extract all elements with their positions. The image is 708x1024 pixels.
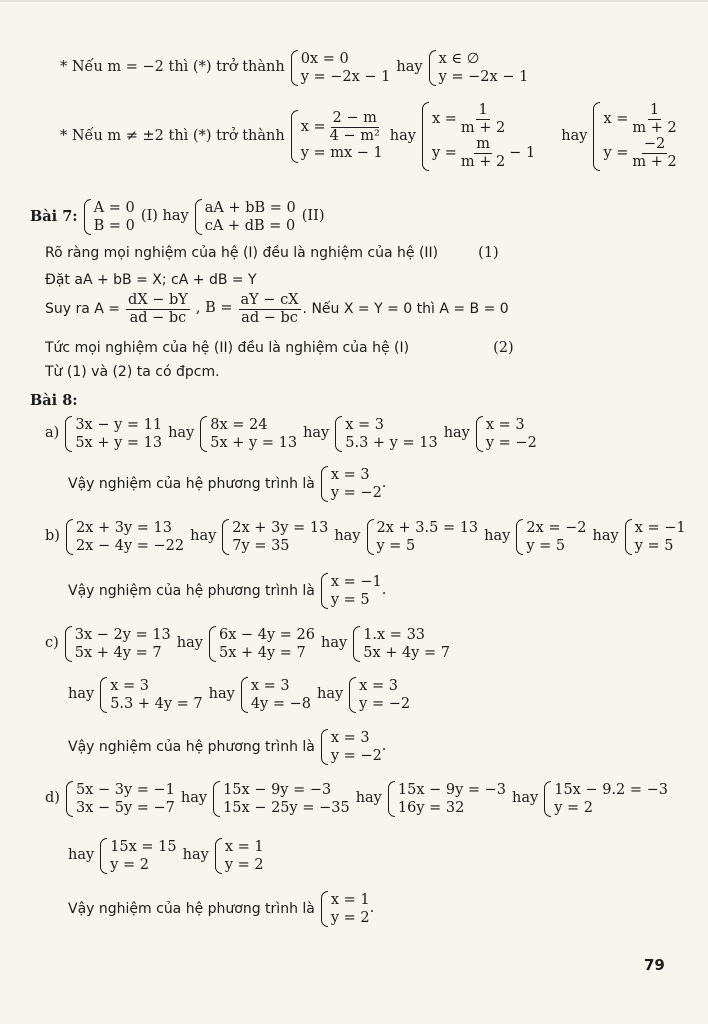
conclusion-text: Vậy nghiệm của hệ phương trình là <box>68 738 315 755</box>
equation: x = 3 <box>110 678 149 694</box>
equation: y = −2 <box>485 435 537 452</box>
equation: x = 3 <box>345 417 385 433</box>
equation: 4y = −8 <box>250 696 311 713</box>
brace <box>321 573 328 609</box>
equation: 2x + 3y = 13 <box>75 520 172 536</box>
equation: x = −1 <box>330 574 382 590</box>
statement: Đặt aA + bB = X; cA + dB = Y <box>45 272 257 288</box>
equation: 15x − 9.2 = −3 <box>554 782 669 798</box>
brace <box>195 199 202 235</box>
brace <box>349 677 356 713</box>
hay-word: hay <box>190 528 217 545</box>
system <box>321 891 370 927</box>
period: . <box>381 582 387 599</box>
fraction-B <box>239 292 301 326</box>
statement: Tức mọi nghiệm của hệ (II) đều là nghiệm của hệ (I) <box>45 340 410 357</box>
equation: 5.3 + 4y = 7 <box>110 696 203 713</box>
bai8-c-conclusion <box>68 729 386 765</box>
brace <box>367 519 374 555</box>
equation: x = −1 <box>634 520 686 536</box>
bai8-c-steps1 <box>45 626 456 662</box>
bai8-d-steps1 <box>45 781 674 817</box>
bai8-c-steps2 <box>68 677 416 713</box>
bai8-a-conclusion <box>68 466 386 502</box>
brace <box>321 891 328 927</box>
system <box>544 781 668 817</box>
denominator: m + 2 <box>632 154 677 171</box>
equation: 3x − y = 11 <box>75 417 163 433</box>
denominator: m + 2 <box>460 119 506 136</box>
system <box>222 519 328 555</box>
system <box>367 519 479 555</box>
system <box>321 729 382 765</box>
numerator: 2 − m <box>332 110 377 127</box>
equation: 0x = 0 <box>300 51 349 67</box>
part-label: a) <box>45 425 60 442</box>
system <box>593 102 680 171</box>
hay-word: hay <box>321 635 348 652</box>
numerator: m <box>476 136 490 153</box>
hay-word: hay <box>182 847 209 864</box>
fraction <box>630 136 678 170</box>
brace <box>213 781 220 817</box>
system <box>100 677 202 713</box>
equation: y = −2x − 1 <box>438 69 529 86</box>
lhs: y = <box>431 145 457 162</box>
system <box>291 50 391 86</box>
bai7-line3 <box>45 340 514 357</box>
equation: y = 5 <box>376 538 416 555</box>
brace <box>429 50 436 86</box>
part-label: d) <box>45 790 60 807</box>
equation <box>432 136 535 170</box>
equation: y = mx − 1 <box>300 145 383 162</box>
lhs: x = <box>300 119 326 136</box>
equation: 3x − 5y = −7 <box>75 800 175 817</box>
hay-word: hay <box>168 425 195 442</box>
tail: − 1 <box>509 145 536 162</box>
bai8-d-conclusion <box>68 891 374 927</box>
conclusion-text: Vậy nghiệm của hệ phương trình là <box>68 582 315 599</box>
hay-word: hay <box>208 686 235 703</box>
comma-B: , B = <box>195 300 233 317</box>
brace <box>222 519 229 555</box>
fraction-A <box>126 292 190 326</box>
suy-ra: Suy ra A = <box>45 300 121 317</box>
equation: y = −2 <box>330 748 382 765</box>
equation: y = 5 <box>526 538 566 555</box>
equation: x = 3 <box>359 678 398 694</box>
denominator: ad − bc <box>129 309 187 326</box>
bai8-b-steps <box>45 519 692 555</box>
equation: 2x + 3y = 13 <box>232 520 329 536</box>
system <box>209 626 315 662</box>
equation-tag: (1) <box>478 245 499 261</box>
fraction <box>630 102 678 136</box>
brace <box>388 781 395 817</box>
equation: cA + dB = 0 <box>204 218 296 235</box>
conclusion-text: Vậy nghiệm của hệ phương trình là <box>68 900 315 917</box>
equation: 3x − 2y = 13 <box>74 627 171 643</box>
numerator: dX − bY <box>128 292 188 308</box>
brace <box>476 416 483 452</box>
equation: y = 5 <box>330 592 370 609</box>
equation: 7y = 35 <box>232 538 290 555</box>
case-lead: * Nếu m ≠ ±2 thì (*) trở thành <box>60 127 285 144</box>
brace <box>209 626 216 662</box>
system <box>388 781 506 817</box>
bai7-line-fractions <box>45 292 509 326</box>
brace <box>335 416 342 452</box>
system <box>100 838 176 874</box>
part-label: b) <box>45 528 60 545</box>
brace <box>100 677 107 713</box>
equation: y = 2 <box>110 857 149 874</box>
hay-word: hay <box>316 686 344 703</box>
equation: 5x + y = 13 <box>210 435 298 452</box>
brace <box>516 519 523 555</box>
brace <box>100 838 107 874</box>
brace <box>593 102 600 171</box>
equation: 2x = −2 <box>526 520 587 536</box>
system <box>321 573 382 609</box>
exercise-title: Bài 8: <box>30 392 78 409</box>
equation: 2x − 4y = −22 <box>75 538 185 555</box>
fraction <box>459 136 507 170</box>
bai7-header <box>30 199 331 235</box>
system <box>476 416 537 452</box>
equation: 15x − 9y = −3 <box>223 782 332 798</box>
equation: 5x − 3y = −1 <box>75 782 175 798</box>
system <box>241 677 311 713</box>
numerator: 1 <box>649 102 660 118</box>
hay-word: hay <box>355 790 382 807</box>
system <box>215 838 264 874</box>
equation: x = 1 <box>330 892 370 908</box>
period: . <box>381 738 387 755</box>
fraction <box>459 102 507 136</box>
equation: 15x − 9y = −3 <box>397 782 507 798</box>
hay-word: hay <box>68 686 95 703</box>
lhs: y = <box>603 145 629 162</box>
brace <box>200 416 207 452</box>
equation: 8x = 24 <box>210 417 268 433</box>
equation: 5x + 4y = 7 <box>218 645 306 662</box>
equation: B = 0 <box>93 218 135 235</box>
numerator: 1 <box>478 102 488 118</box>
brace <box>84 199 91 235</box>
statement: Rõ ràng mọi nghiệm của hệ (I) đều là nghiệm của hệ (II) <box>45 245 439 262</box>
equation: 15x = 15 <box>110 839 177 855</box>
denominator: 4 − m² <box>329 127 380 144</box>
equation: y = −2x − 1 <box>300 69 391 86</box>
hay-word: hay <box>512 790 539 807</box>
brace <box>544 781 551 817</box>
system-I <box>84 199 135 235</box>
denominator: m + 2 <box>460 154 506 171</box>
bai8-b-conclusion <box>68 573 386 609</box>
brace <box>291 50 298 86</box>
hay-word: hay <box>180 790 208 807</box>
brace <box>321 466 328 502</box>
case-m-neq2 <box>60 102 687 171</box>
equation: A = 0 <box>93 200 135 216</box>
hay-word: hay <box>592 528 619 545</box>
statement: Từ (1) và (2) ta có đpcm. <box>45 364 220 380</box>
hay-word: hay <box>334 528 361 545</box>
hay-word: hay <box>176 635 203 652</box>
lhs: x = <box>431 111 457 128</box>
equation: y = 2 <box>330 910 370 927</box>
numerator: aY − cX <box>240 292 299 308</box>
equation <box>603 102 680 136</box>
brace <box>215 838 222 874</box>
brace <box>65 416 72 452</box>
system <box>66 781 175 817</box>
hay-word: hay <box>303 425 330 442</box>
numerator: −2 <box>643 136 666 153</box>
hay-word: hay <box>68 847 95 864</box>
equation-tag: (2) <box>493 340 514 356</box>
system <box>335 416 437 452</box>
case-m-neg2 <box>60 50 534 86</box>
top-edge <box>0 0 708 2</box>
system <box>349 677 410 713</box>
denominator: m + 2 <box>632 119 677 136</box>
equation: x ∈ ∅ <box>438 51 480 67</box>
equation: x = 3 <box>330 730 370 746</box>
hay-word: hay <box>396 59 423 76</box>
equation: y = −2 <box>330 485 382 502</box>
system <box>213 781 350 817</box>
period: . <box>381 475 387 492</box>
equation: y = −2 <box>359 696 411 713</box>
equation: 2x + 3.5 = 13 <box>376 520 479 536</box>
fraction <box>328 110 382 144</box>
equation: y = 2 <box>224 857 264 874</box>
bai8-a-steps <box>45 416 543 452</box>
brace <box>422 102 429 171</box>
system <box>200 416 297 452</box>
equation: 5x + y = 13 <box>75 435 163 452</box>
equation: x = 3 <box>250 678 290 694</box>
equation: 1.x = 33 <box>363 627 426 643</box>
system <box>422 102 535 171</box>
equation: 5x + 4y = 7 <box>74 645 162 662</box>
equation: y = 5 <box>634 538 674 555</box>
equation: x = 3 <box>330 467 370 483</box>
hay-word: hay <box>443 425 470 442</box>
equation: 5.3 + y = 13 <box>345 435 438 452</box>
exercise-title: Bài 7: <box>30 208 78 226</box>
equation: aA + bB = 0 <box>204 200 296 216</box>
system-II <box>195 199 296 235</box>
system <box>625 519 686 555</box>
part-label: c) <box>45 635 59 652</box>
conclusion-text: Vậy nghiệm của hệ phương trình là <box>68 475 315 492</box>
system-label: (I) hay <box>140 208 189 225</box>
hay-word: hay <box>561 127 588 144</box>
brace <box>65 626 72 662</box>
brace <box>66 519 73 555</box>
equation: x = 3 <box>485 417 525 433</box>
bai7-line4 <box>45 364 220 381</box>
denominator: ad − bc <box>241 309 298 326</box>
equation: 6x − 4y = 26 <box>218 627 315 643</box>
system <box>516 519 586 555</box>
period: . <box>369 900 375 917</box>
equation: 5x + 4y = 7 <box>363 645 450 662</box>
brace <box>291 110 298 162</box>
equation <box>301 110 384 144</box>
brace <box>625 519 632 555</box>
system <box>429 50 529 86</box>
page-number: 79 <box>644 956 665 974</box>
system-label: (II) <box>301 208 325 225</box>
bai8-d-steps2 <box>68 838 270 874</box>
hay-word: hay <box>389 127 416 144</box>
system <box>321 466 382 502</box>
brace <box>66 781 73 817</box>
lhs: x = <box>603 111 629 128</box>
brace <box>353 626 360 662</box>
bai7-line2 <box>45 272 257 289</box>
case-lead: * Nếu m = −2 thì (*) trở thành <box>60 59 285 76</box>
brace <box>321 729 328 765</box>
hay-word: hay <box>484 528 511 545</box>
system <box>291 110 384 162</box>
page-number-row <box>644 956 665 974</box>
equation: y = 2 <box>554 800 594 817</box>
system <box>65 416 162 452</box>
statement-tail: . Nếu X = Y = 0 thì A = B = 0 <box>302 300 509 317</box>
equation: 16y = 32 <box>397 800 465 817</box>
equation <box>603 136 680 170</box>
equation <box>432 102 535 136</box>
equation: x = 1 <box>224 839 264 855</box>
system <box>65 626 171 662</box>
bai8-header <box>30 392 78 409</box>
brace <box>241 677 248 713</box>
system <box>66 519 184 555</box>
equation: 15x − 25y = −35 <box>223 800 350 817</box>
system <box>353 626 450 662</box>
bai7-line1 <box>45 245 499 262</box>
